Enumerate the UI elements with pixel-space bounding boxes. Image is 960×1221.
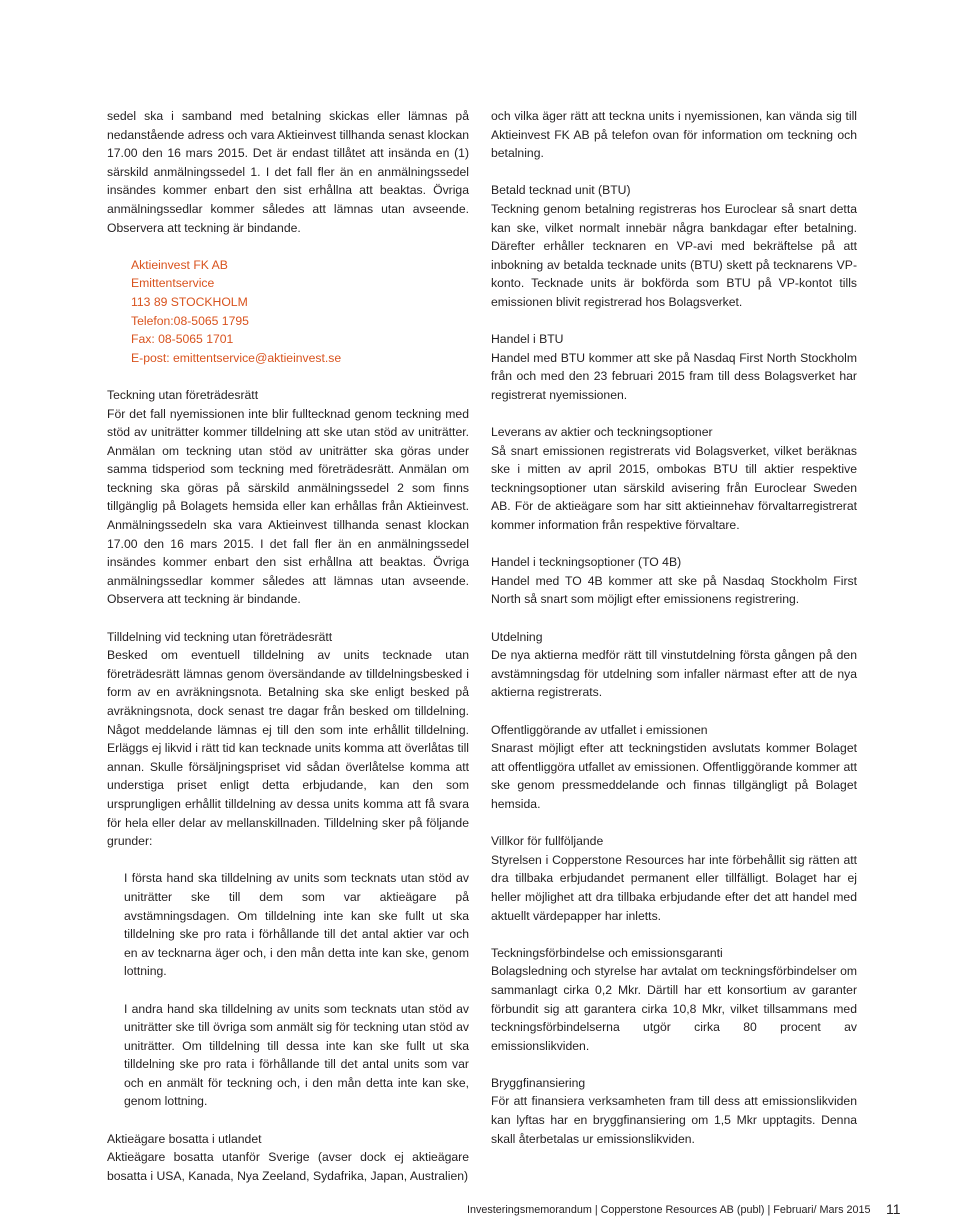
section-body: Besked om eventuell tilldelning av units tecknade utan företrädesrätt lämnas genom översändande av tilldelningsbesked i form av en avräkningsnota. Betalning ska ske enligt besked på avräkningsnota, dock senast tre dagar från besked om tilldelning. Något meddelande lämnas ej till den som inte erhållit tilldelning. Erläggs ej likvid i rätt tid kan tecknade units komma att överlåtas till annan. Skulle försäljningspriset vid sådan överlåtelse komma att understiga priset enligt detta erbjudande, kan den som ursprungligen erhållit tilldelning av dessa units komma att få svara för hela eller delar av mellanskillnaden. Tilldelning sker på följande grunder: bbox=[107, 648, 469, 849]
section-body: För att finansiera verksamheten fram till dess att emissionslikviden kan lyftas har en bryggfinansiering om 1,5 Mkr upptagits. Denna skall återbetalas ur emissionslikviden. bbox=[491, 1094, 857, 1146]
intro-paragraph: sedel ska i samband med betalning skickas eller lämnas på nedanstående adress och vara Aktieinvest tillhanda senast klockan 17.00 den 16 mars 2015. Det är endast tillåtet att insända en (1) särskild anmälningssedel 1. I det fall fler än en anmälningssedel insändes kommer enbart den sist erhållna att beaktas. Övriga anmälningssedlar kommer således att lämnas utan avseende. Observera att teckning är bindande. bbox=[107, 109, 469, 235]
section-body: Så snart emissionen registrerats vid Bolagsverket, vilket beräknas ske i mitten av april 2015, ombokas BTU till aktier respektive teckningsoptioner utan särskild avisering från Euroclear Sweden AB. För de aktieägare som har sitt aktieinnehav förvaltarregistrerat kommer information från respektive förvaltare. bbox=[491, 443, 857, 533]
section-heading: Tilldelning vid teckning utan företrädesrätt bbox=[107, 629, 333, 644]
section-leverans bbox=[491, 423, 857, 535]
address-fax: Fax: 08-5065 1701 bbox=[131, 332, 234, 347]
section-heading: Utdelning bbox=[491, 629, 543, 644]
page-number: 11 bbox=[886, 1201, 901, 1217]
address-department: Emittentservice bbox=[131, 276, 215, 291]
allocation-item-first: I första hand ska tilldelning av units som tecknats utan stöd av uniträtter ske till dem som var aktieägare på avstämningsdagen. Om tilldelning inte kan ske fullt ut ska tilldelning ske pro rata i förhållande till det antal aktier var och en av tecknarna äger och, i den mån detta inte kan ske, genom lottning. bbox=[124, 871, 469, 979]
section-body: Aktieägare bosatta utanför Sverige (avser dock ej aktieägare bosatta i USA, Kanada, Nya Zeeland, Sydafrika, Japan, Australien) bbox=[107, 1150, 469, 1183]
intro-paragraph: och vilka äger rätt att teckna units i nyemissionen, kan vända sig till Aktieinvest FK AB på telefon ovan för information om teckning och betalning. bbox=[491, 109, 857, 161]
section-body: Handel med BTU kommer att ske på Nasdaq First North Stockholm från och med den 23 februari 2015 fram till dess Bolagsverket har registrerat nyemissionen. bbox=[491, 350, 857, 402]
section-body: För det fall nyemissionen inte blir fulltecknad genom teckning med stöd av uniträtter kommer tilldelning att ske utan stöd av uniträtter. Anmälan om teckning utan stöd av uniträtter ska göras under samma tidsperiod som teckning med företrädesrätt. Anmälan om teckning ska göras på särskild anmälningssedel 2 som finns tillgänglig på Bolagets hemsida eller kan erhållas från Aktieinvest. Anmälningssedeln ska vara Aktieinvest tillhanda senast klockan 17.00 den 16 mars 2015. I det fall fler än en anmälningssedel insändes kommer enbart den sist erhållna att beaktas. Övriga anmälningssedlar kommer således att lämnas utan avseende. Observera att teckning är bindande. bbox=[107, 406, 469, 607]
section-btu bbox=[491, 181, 857, 311]
contact-address-block bbox=[131, 256, 469, 368]
section-body: Teckning genom betalning registreras hos Euroclear så snart detta kan ske, vilket normalt innebär några bankdagar efter betalning. Därefter erhåller tecknaren en VP-avi med bekräftelse på att inbokning av betalda tecknade units (BTU) skett på tecknarens VP-konto. Tecknade units är bokförda som BTU på VP-kontot tills emissionen blivit registrerad hos Bolagsverket. bbox=[491, 201, 857, 309]
left-column bbox=[107, 107, 469, 1204]
section-teckning-utan-foretradesratt bbox=[107, 386, 469, 609]
section-heading: Villkor för fullföljande bbox=[491, 834, 604, 849]
section-heading: Handel i BTU bbox=[491, 332, 564, 347]
section-heading: Bryggfinansiering bbox=[491, 1075, 586, 1090]
section-body: De nya aktierna medför rätt till vinstutdelning första gången på den avstämningsdag för utdelning som infaller närmast efter att de nya aktierna registrerats. bbox=[491, 648, 857, 700]
section-heading: Betald tecknad unit (BTU) bbox=[491, 183, 631, 198]
address-postal: 113 89 STOCKHOLM bbox=[131, 294, 248, 309]
section-heading: Teckningsförbindelse och emissionsgaranti bbox=[491, 945, 723, 960]
address-email: E-post: emittentservice@aktieinvest.se bbox=[131, 350, 342, 365]
section-offentliggorande bbox=[491, 721, 857, 814]
address-phone: Telefon:08-5065 1795 bbox=[131, 313, 249, 328]
footer-text: Investeringsmemorandum | Copperstone Resources AB (publ) | Februari/ Mars 2015 bbox=[467, 1204, 871, 1216]
section-heading: Offentliggörande av utfallet i emissionen bbox=[491, 722, 708, 737]
section-bryggfinansiering bbox=[491, 1074, 857, 1148]
address-company: Aktieinvest FK AB bbox=[131, 257, 228, 272]
right-column bbox=[491, 107, 857, 1167]
section-teckningsforbindelse bbox=[491, 944, 857, 1056]
section-heading: Aktieägare bosatta i utlandet bbox=[107, 1131, 262, 1146]
section-aktieagare-utlandet bbox=[107, 1130, 469, 1186]
allocation-item-second: I andra hand ska tilldelning av units som tecknats utan stöd av uniträtter ske till övriga som anmält sig för teckning utan stöd av uniträtter. Om tilldelning till dessa inte kan ske fullt ut ska tilldelning ske pro rata i förhållande till det antal units som var och en anmält för teckning och, i den mån detta inte kan ske, genom lottning. bbox=[124, 1001, 469, 1109]
section-heading: Teckning utan företrädesrätt bbox=[107, 387, 259, 402]
section-handel-teckningsoptioner bbox=[491, 553, 857, 609]
section-handel-btu bbox=[491, 330, 857, 404]
section-tilldelning bbox=[107, 628, 469, 851]
section-heading: Handel i teckningsoptioner (TO 4B) bbox=[491, 555, 682, 570]
section-body: Handel med TO 4B kommer att ske på Nasdaq Stockholm First North så snart som möjligt efter emissionens registrering. bbox=[491, 573, 857, 607]
section-utdelning bbox=[491, 628, 857, 702]
section-heading: Leverans av aktier och teckningsoptioner bbox=[491, 425, 713, 440]
page-footer bbox=[0, 1201, 960, 1221]
section-villkor bbox=[491, 832, 857, 925]
section-body: Bolagsledning och styrelse har avtalat om teckningsförbindelser om sammanlagt cirka 0,2 Mkr. Därtill har ett konsortium av garanter förbundit sig att garantera cirka 10,8 Mkr, vilket tillsammans med teckningsförbindelserna utgör cirka 80 procent av emissionslikviden. bbox=[491, 964, 857, 1053]
section-body: Styrelsen i Copperstone Resources har inte förbehållit sig rätten att dra tillbaka erbjudandet permanent eller tillfälligt. Bolaget har ej heller möjlighet att dra tillbaka erbjudande efter det att handel med aktuellt värdepapper har inletts. bbox=[491, 852, 857, 923]
section-body: Snarast möjligt efter att teckningstiden avslutats kommer Bolaget att offentliggöra utfallet av emissionen. Offentliggörande kommer att ske genom pressmeddelande och finnas tillgängligt på Bolaget hemsida. bbox=[491, 741, 857, 811]
